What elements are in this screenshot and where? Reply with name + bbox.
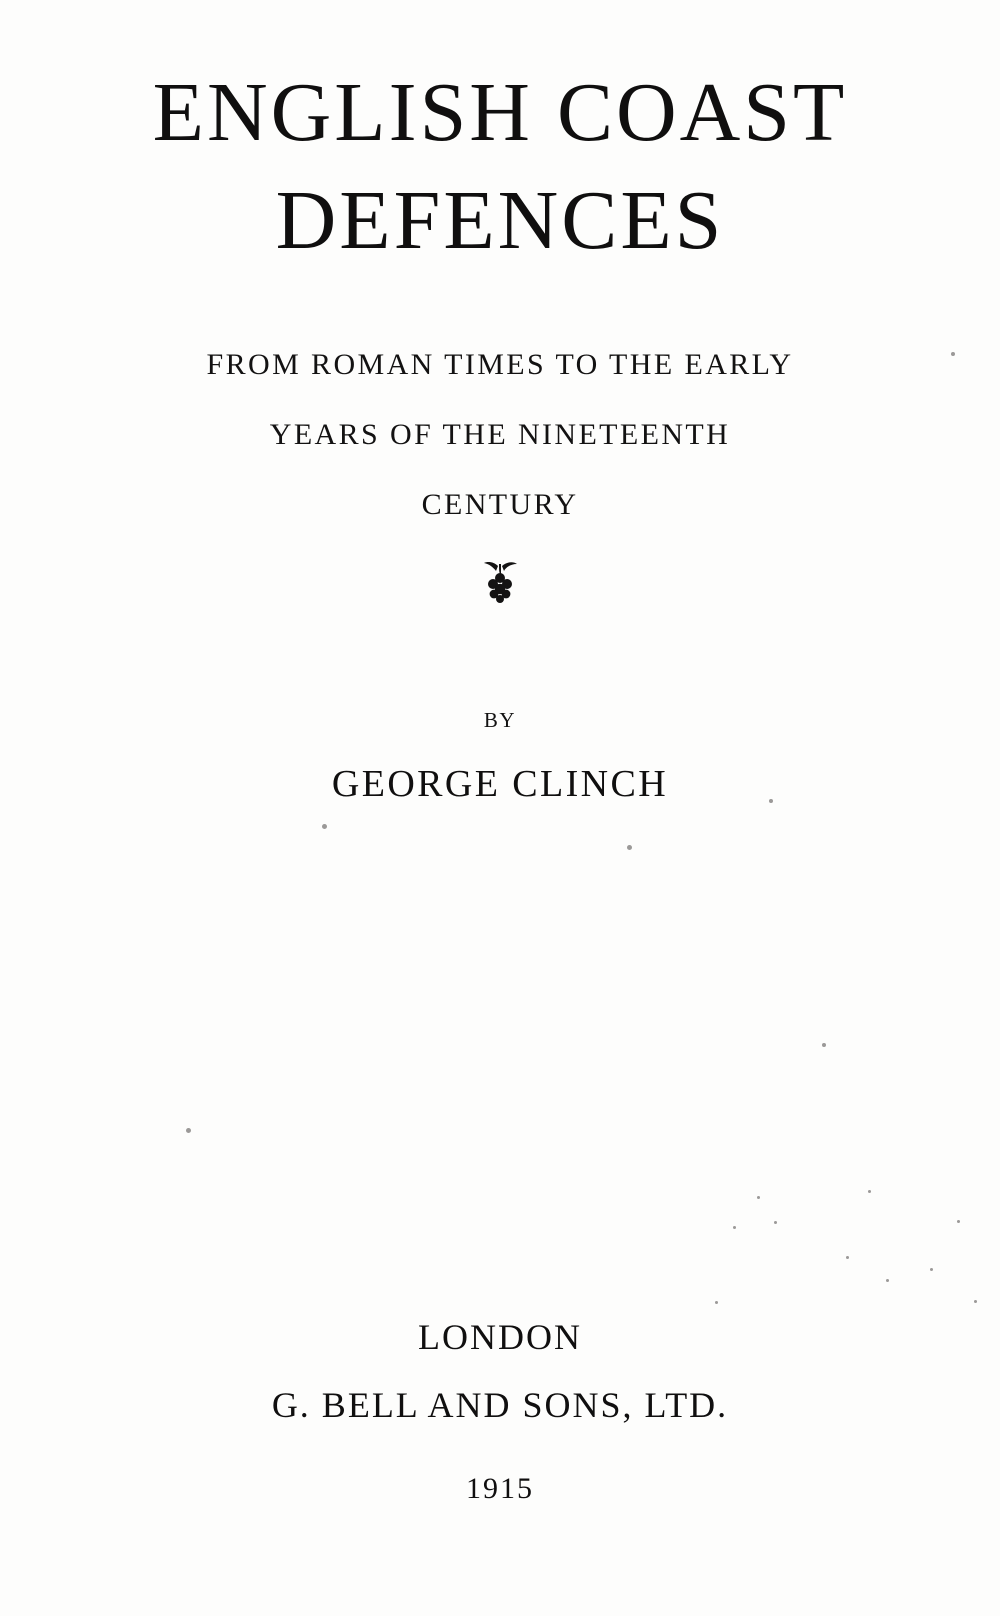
subtitle bbox=[0, 350, 1000, 560]
imprint-year: 1915 bbox=[466, 1472, 534, 1505]
page-title bbox=[0, 62, 1000, 273]
scan-speck bbox=[822, 1043, 826, 1047]
scan-speck bbox=[757, 1196, 760, 1199]
scan-speck bbox=[733, 1226, 736, 1229]
subtitle-line-1: FROM ROMAN TIMES TO THE EARLY bbox=[206, 348, 794, 381]
scan-speck bbox=[886, 1279, 889, 1282]
scan-speck bbox=[868, 1190, 871, 1193]
grape-ornament-icon bbox=[0, 560, 1000, 617]
imprint-publisher: G. BELL AND SONS, LTD. bbox=[271, 1385, 729, 1425]
scan-speck bbox=[774, 1221, 777, 1224]
scan-speck bbox=[715, 1301, 718, 1304]
scan-speck bbox=[627, 845, 632, 850]
imprint-city: LONDON bbox=[418, 1317, 582, 1357]
subtitle-line-2: YEARS OF THE NINETEENTH bbox=[269, 418, 731, 451]
scan-speck bbox=[930, 1268, 933, 1271]
scan-speck bbox=[974, 1300, 977, 1303]
scan-speck bbox=[846, 1256, 849, 1259]
scan-speck bbox=[951, 352, 955, 356]
scan-speck bbox=[957, 1220, 960, 1223]
title-line-1: ENGLISH COAST bbox=[152, 66, 848, 159]
scan-speck bbox=[186, 1128, 191, 1133]
title-line-2: DEFENCES bbox=[275, 174, 725, 268]
subtitle-line-3: CENTURY bbox=[421, 488, 579, 521]
scan-speck bbox=[322, 824, 327, 829]
author-name: GEORGE CLINCH bbox=[331, 763, 669, 805]
byline-label: BY bbox=[483, 708, 517, 732]
scan-speck bbox=[769, 799, 773, 803]
